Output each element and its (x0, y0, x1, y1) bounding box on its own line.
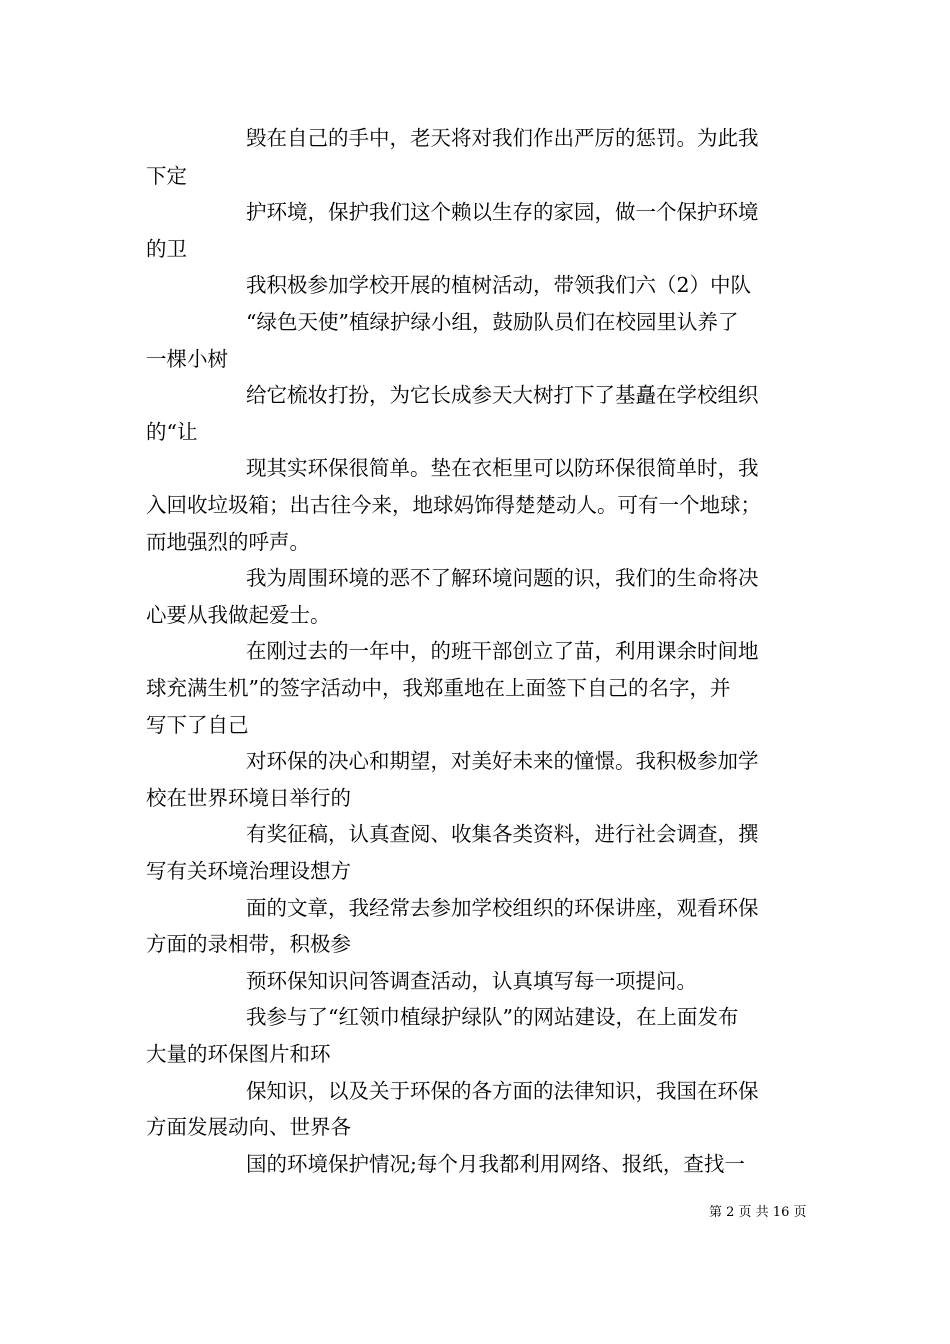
text-line: 护环境，保护我们这个赖以生存的家园，做一个保护环境 (246, 200, 759, 224)
text-line: 心要从我做起爱士。 (146, 603, 331, 627)
text-line: 预环保知识问答调查活动，认真填写每一项提问。 (246, 969, 697, 993)
text-line: 校在世界环境日举行的 (146, 786, 351, 810)
text-line: 现其实环保很简单。垫在衣柜里可以防环保很简单时，我 (246, 456, 759, 480)
text-line: 我为周围环境的恶不了解环境问题的识，我们的生命将决 (246, 566, 759, 590)
text-line: 一棵小树 (146, 347, 228, 371)
text-line: 方面发展动向、世界各 (146, 1115, 351, 1139)
text-line: 写有关环境治理设想方 (146, 859, 351, 883)
text-line: 在刚过去的一年中，的班干部创立了苗，利用课余时间地 (246, 639, 759, 663)
text-line: 大量的环保图片和环 (146, 1042, 331, 1066)
text-line: 我积极参加学校开展的植树活动，带领我们六（2）中队 (246, 273, 752, 297)
text-line: “绿色天使”植绿护绿小组，鼓励队员们在校园里认养了 (246, 310, 739, 334)
text-line: 的“让 (146, 420, 198, 444)
text-line: 保知识，以及关于环保的各方面的法律知识，我国在环保 (246, 1079, 759, 1103)
text-line: 给它梳妆打扮，为它长成参天大树打下了基矗在学校组织 (246, 383, 759, 407)
text-line: 下定 (146, 164, 187, 188)
text-line: 入回收垃圾箱；出古往今来，地球妈饰得楚楚动人。可有一个地球； (146, 493, 761, 517)
text-line: 写下了自己 (146, 713, 249, 737)
text-line: 有奖征稿，认真查阅、收集各类资料，进行社会调查，撰 (246, 822, 759, 846)
text-line: 方面的录相带，积极参 (146, 932, 351, 956)
page-number-footer: 第 2 页 共 16 页 (709, 1205, 807, 1220)
text-line: 面的文章，我经常去参加学校组织的环保讲座，观看环保 (246, 896, 759, 920)
text-line: 对环保的决心和期望，对美好未来的憧憬。我积极参加学 (246, 749, 759, 773)
text-line: 的卫 (146, 237, 187, 261)
text-line: 国的环境保护情况;每个月我都利用网络、报纸，查找一 (246, 1152, 745, 1176)
text-line: 而地强烈的呼声。 (146, 530, 310, 554)
text-line: 毁在自己的手中，老天将对我们作出严厉的惩罚。为此我 (246, 126, 759, 150)
text-line: 我参与了“红领巾植绿护绿队”的网站建设，在上面发布 (246, 1005, 739, 1029)
text-line: 球充满生机”的签字活动中，我郑重地在上面签下自己的名字，并 (146, 676, 731, 700)
